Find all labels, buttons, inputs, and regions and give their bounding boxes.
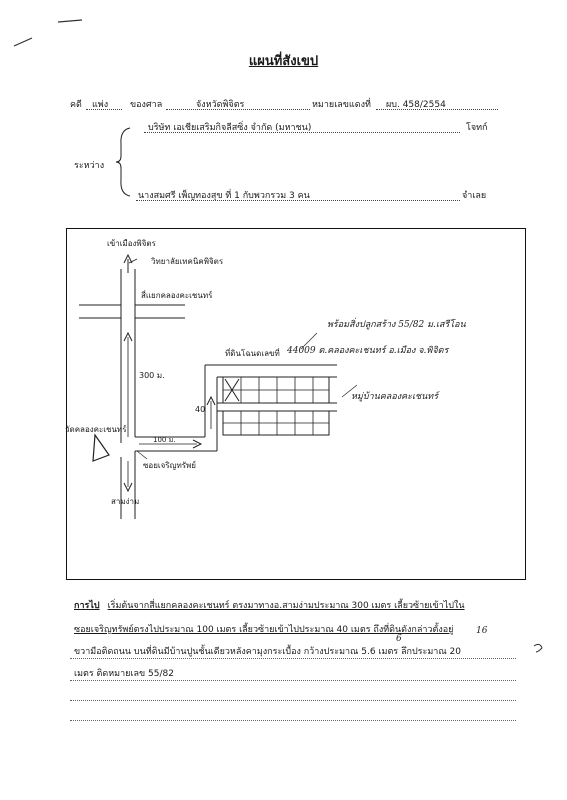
handwritten-house-note: พร้อมสิ่งปลูกสร้าง 55/82 ม.เสรีโอน: [327, 320, 466, 330]
court-label: ของศาล: [130, 100, 163, 110]
black-no-label: หมายเลขแดงที่: [312, 100, 371, 110]
document-title-wrap: [0, 50, 567, 71]
case-number: ผบ. 458/2554: [386, 100, 446, 110]
blank-rule-2: [70, 720, 516, 721]
route-text-2: ซอยเจริญทรัพย์ตรงไปประมาณ 100 เมตร เลี้ยวซ้ายเข้าไปประมาณ 40 เมตร ถึงที่ดินดังกล่าวตั้งอยู่: [74, 625, 454, 635]
route-text-4: เมตร ติดหมายเลข 55/82: [74, 669, 174, 679]
soi-label: ซอยเจริญทรัพย์: [143, 461, 196, 470]
route-line-4: [74, 666, 174, 680]
handwritten-mark: [532, 640, 548, 656]
north-label: เข้าเมืองพิจิตร: [107, 239, 156, 248]
land-title-label: ที่ดินโฉนดเลขที่: [225, 349, 280, 358]
distance-300-label: 300 ม.: [139, 371, 165, 380]
route-text-1: เริ่มต้นจากสี่แยกคลองคะเชนทร์ ตรงมาทางอ.สามง่ามประมาณ 300 เมตร เลี้ยวซ้ายเข้าไปใน: [107, 601, 465, 611]
court-underline: [166, 109, 310, 110]
between-label: ระหว่าง: [74, 161, 105, 171]
handwritten-depth: 16: [476, 626, 488, 636]
plaintiff-role: โจทก์: [466, 123, 488, 133]
document-title: แผนที่สังเขป: [248, 54, 319, 69]
case-number-underline: [376, 109, 498, 110]
route-line-1: [74, 598, 465, 612]
defendant-underline: [136, 200, 460, 201]
defendant-name: นางสมศรี เพ็ญทองสุข ที่ 1 กับพวกรวม 3 คน: [138, 191, 310, 201]
parties-brace: [114, 126, 134, 198]
route-label: การไป: [74, 601, 100, 611]
college-label: วิทยาลัยเทคนิคพิจิตร: [151, 257, 224, 266]
plaintiff-name: บริษัท เอเชียเสริมกิจลีสซิ่ง จำกัด (มหาชน): [148, 123, 312, 133]
plaintiff-underline: [144, 132, 460, 133]
handwritten-village-note: หมู่บ้านคลองคะเชนทร์: [351, 392, 439, 402]
temple-label: วัดคลองคะเชนทร์: [65, 425, 127, 434]
route-text-3: ขวามือติดถนน บนที่ดินมีบ้านปูนชั้นเดียวหลังคามุงกระเบื้อง กว้างประมาณ 5.6 เมตร ลึกประมาณ 20: [74, 647, 461, 657]
map-drawing: [67, 229, 527, 581]
case-type-underline: [86, 109, 122, 110]
distance-100-label: 100 ม.: [153, 436, 176, 444]
distance-40-label: 40: [195, 405, 206, 414]
case-label: คดี: [70, 100, 82, 110]
intersection-label: สี่แยกคลองคะเชนทร์: [141, 291, 213, 300]
map-frame: [66, 228, 526, 580]
case-type: แพ่ง: [92, 100, 109, 110]
route-line-4-rule: [70, 680, 516, 681]
route-line-3: [74, 644, 461, 658]
handwritten-width: 6: [396, 634, 402, 644]
blank-rule-1: [70, 700, 516, 701]
court-name: จังหวัดพิจิตร: [196, 100, 245, 110]
route-line-3-rule: [70, 658, 516, 659]
handwritten-land-note: 44009 ต.คลองคะเชนทร์ อ.เมือง จ.พิจิตร: [287, 346, 449, 356]
defendant-role: จำเลย: [462, 191, 487, 201]
south-label: สามง่าม: [111, 497, 140, 506]
